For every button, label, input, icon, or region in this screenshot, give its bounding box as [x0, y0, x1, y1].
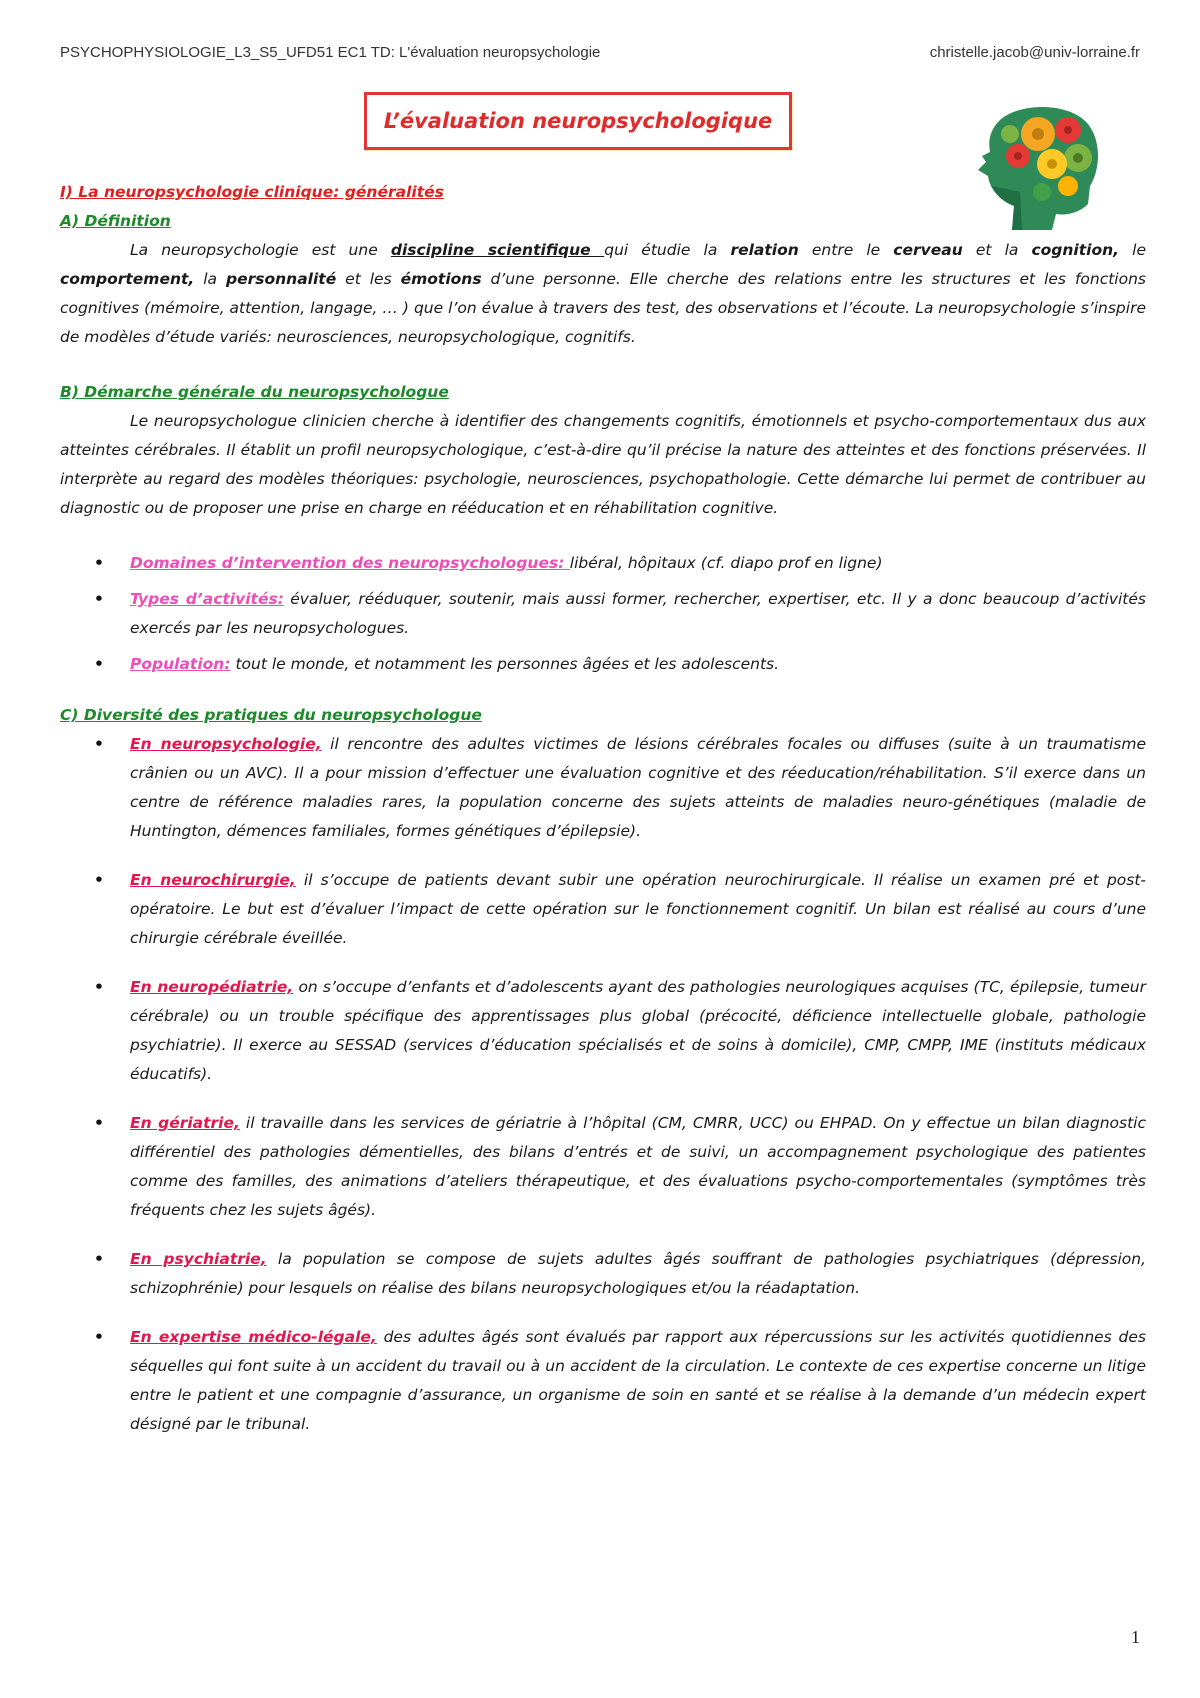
list-item: • En neuropédiatrie, on s’occupe d’enfants et d’adolescents ayant des pathologies neurologiques acquises (TC, épilepsie, tumeur cérébrale) ou un trouble spécifique des apprentissages plus global (précocité, déficience intellectuelle globale, pathologie psychiatrie). Il exerce au SESSAD (services d’éducation spécialisés et de soins à domicile), CMP, CMPP, IME (instituts médicaux éducatifs). — [60, 973, 1146, 1089]
section-heading: I) La neuropsychologie clinique: généralités — [60, 183, 444, 201]
page-title: L’évaluation neuropsychologique — [383, 109, 773, 133]
list-item: • Domaines d’intervention des neuropsychologues: libéral, hôpitaux (cf. diapo prof en ligne) — [60, 549, 1146, 578]
practices-list — [60, 730, 1146, 1439]
approach-paragraph: Le neuropsychologue clinicien cherche à identifier des changements cognitifs, émotionnels et psycho-comportementaux dus aux atteintes cérébrales. Il établit un profil neuropsychologique, c’est-à-dire qu’il précise la nature des atteintes et des fonctions préservées. Il interprète au regard des modèles théoriques: psychologie, neurosciences, psychopathologie. Cette démarche lui permet de contribuer au diagnostic ou de proposer une prise en charge en rééducation et en réhabilitation cognitive. — [60, 412, 1146, 517]
page-number: 1 — [1131, 1627, 1140, 1647]
list-item: • Population: tout le monde, et notamment les personnes âgées et les adolescents. — [60, 650, 1146, 679]
list-item: • En neuropsychologie, il rencontre des adultes victimes de lésions cérébrales focales ou diffuses (suite à un traumatisme crânien ou un AVC). Il a pour mission d’effectuer une évaluation cognitive et des réeducation/réhabilitation. S’il exerce dans un centre de référence maladies rares, la population concerne des sujets atteints de maladies neuro-génétiques (maladie de Huntington, démences familiales, formes génétiques d’épilepsie). — [60, 730, 1146, 846]
subsection-heading-b: B) Démarche générale du neuropsychologue — [60, 383, 449, 401]
page-header — [60, 44, 1140, 61]
title-box — [364, 92, 792, 150]
approach-list — [60, 549, 1146, 679]
subsection-heading-c: C) Diversité des pratiques du neuropsychologue — [60, 706, 482, 724]
list-item: • En expertise médico-légale, des adultes âgés sont évalués par rapport aux répercussions sur les activités quotidiennes des séquelles qui font suite à un accident du travail ou à un accident de la circulation. Le contexte de ces expertise concerne un litige entre le patient et une compagnie d’assurance, un organisme de soin en santé et se réalise à la demande d’un médecin expert désigné par le tribunal. — [60, 1323, 1146, 1439]
document-body — [60, 178, 1146, 1459]
definition-paragraph: La neuropsychologie est une discipline scientifique qui étudie la relation entre le cerveau et la cognition, le comportement, la personnalité et les émotions d’une personne. Elle cherche des relations entre les structures et les fonctions cognitives (mémoire, attention, langage, … ) que l’on évalue à travers des test, des observations et l’écoute. La neuropsychologie s’inspire de modèles d’étude variés: neurosciences, neuropsychologique, cognitifs. — [60, 241, 1147, 346]
subsection-heading-a: A) Définition — [60, 212, 171, 230]
header-email: christelle.jacob@univ-lorraine.fr — [929, 44, 1140, 61]
list-item: • En psychiatrie, la population se compose de sujets adultes âgés souffrant de pathologies psychiatriques (dépression, schizophrénie) pour lesquels on réalise des bilans neuropsychologiques et/ou la réadaptation. — [60, 1245, 1146, 1303]
header-course: PSYCHOPHYSIOLOGIE_L3_S5_UFD51 EC1 TD: L'évaluation neuropsychologie — [60, 44, 601, 61]
list-item: • En neurochirurgie, il s’occupe de patients devant subir une opération neurochirurgicale. Il réalise un examen pré et post-opératoire. Le but est d’évaluer l’impact de cette opération sur le fonctionnement cognitif. Un bilan est réalisé au cours d’une chirurgie cérébrale éveillée. — [60, 866, 1146, 953]
list-item: • Types d’activités: évaluer, rééduquer, soutenir, mais aussi former, rechercher, expertiser, etc. Il y a donc beaucoup d’activités exercés par les neuropsychologues. — [60, 585, 1146, 643]
list-item: • En gériatrie, il travaille dans les services de gériatrie à l’hôpital (CM, CMRR, UCC) ou EHPAD. On y effectue un bilan diagnostic différentiel des pathologies démentielles, des bilans d’entrés et de suivi, un accompagnement psychologique des patientes comme des familles, des animations d’ateliers thérapeutique, et des évaluations psycho-comportementales (symptômes très fréquents chez les sujets âgés). — [60, 1109, 1146, 1225]
